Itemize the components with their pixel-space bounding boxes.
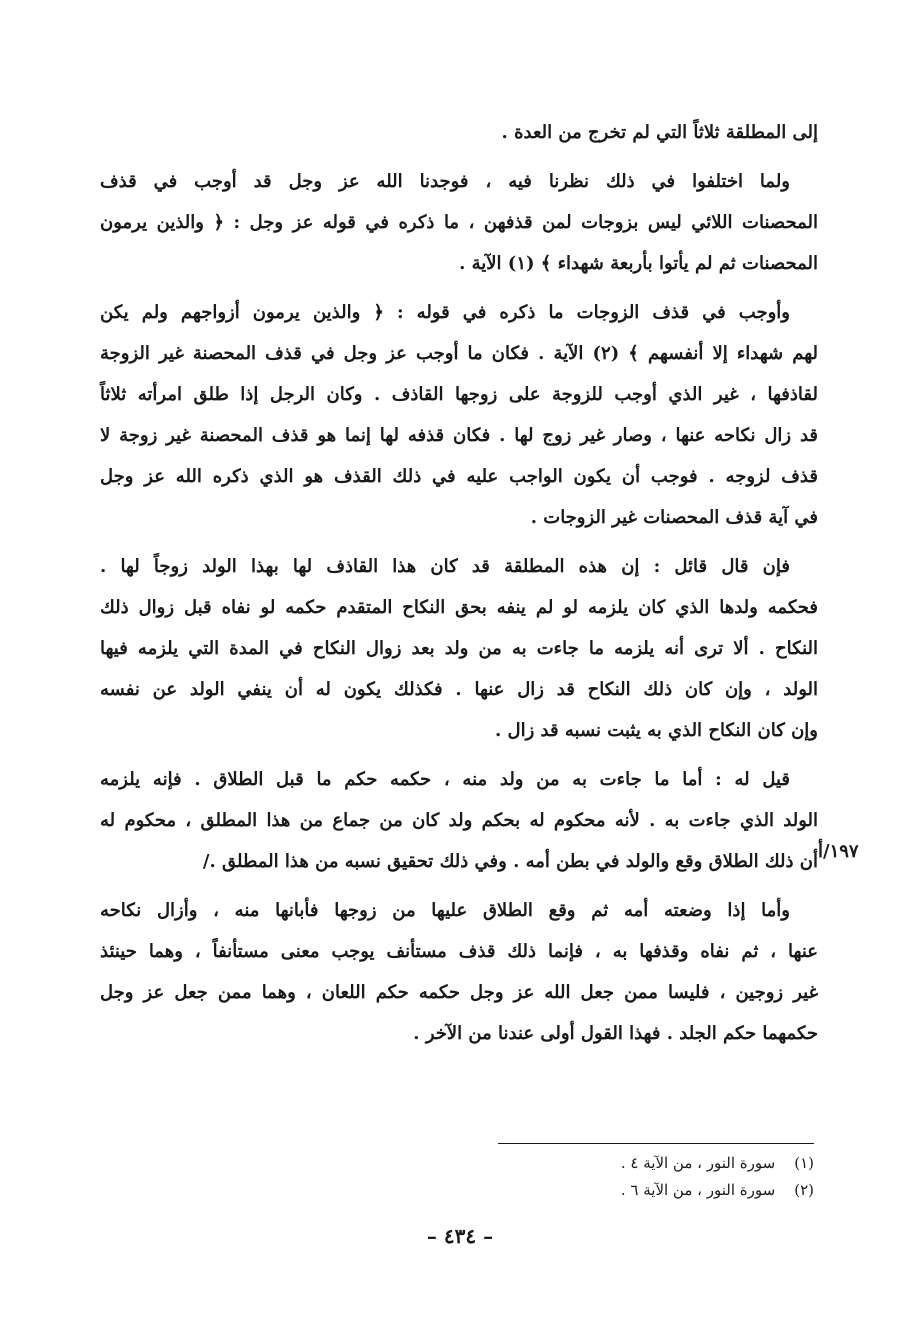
text-line: إلى المطلقة ثلاثاً التي لم تخرج من العدة . [501,122,818,143]
text-line: أن ذلك الطلاق وقع والولد في بطن أمه . وفي ذلك تحقيق نسبه من هذا المطلق ./ [202,851,818,872]
text-line: في آية قذف المحصنات غير الزوجات . [530,507,818,528]
text-line: المحصنات ثم لم يأتوا بأربعة شهداء ﴾ (١) الآية . [459,253,818,274]
page-number: – ٤٣٤ – [426,1224,494,1248]
paragraph-4 [100,546,818,751]
text-line: فحكمه ولدها الذي كان يلزمه لو لم ينفه بحق النكاح المتقدم حكمه لو نفاه قبل زوال ذلك [100,597,818,618]
text-line: قيل له : أما ما جاءت به من ولد منه ، حكمه حكم ما قبل الطلاق . فإنه يلزمه [100,769,790,790]
paragraph-6 [100,890,818,1054]
text-line: الولد ، وإن كان ذلك النكاح قد زال عنها . فكذلك يكون له أن ينفي الولد عن نفسه [100,679,818,700]
text-line: فإن قال قائل : إن هذه المطلقة قد كان هذا القاذف لها بهذا الولد زوجاً لها . [100,556,790,577]
text-line: لقاذفها ، غير الذي أوجب للزوجة على زوجها القاذف . وكان الرجل إذا طلق امرأته ثلاثاً [100,384,818,405]
text-line: وأما إذا وضعته أمه ثم وقع الطلاق عليها من زوجها فأبانها منه ، وأزال نكاحه [100,900,790,921]
footnote-text: سورة النور ، من الآية ٦ . [620,1181,776,1199]
text-line: وأوجب في قذف الزوجات ما ذكره في قوله : ﴿ والذين يرمون أزواجهم ولم يكن [100,302,790,323]
paragraph-5 [100,759,859,882]
text-line: عنها ، ثم نفاه وقذفها به ، فإنما ذلك قذف مستأنف يوجب معنى مستأنفاً ، وهما حينئذ [100,941,818,962]
manuscript-folio-marker: ١٩٧/أ [818,841,859,862]
text-line: لهم شهداء إلا أنفسهم ﴾ (٢) الآية . فكان ما أوجب عز وجل في قذف المحصنة غير الزوجة [100,343,818,364]
text-line: قذف لزوجه . فوجب أن يكون الواجب عليه في ذلك القذف هو الذي ذكره الله عز وجل [100,466,818,487]
footnote-divider [498,1143,814,1144]
text-line: حكمهما حكم الجلد . فهذا القول أولى عندنا من الآخر . [413,1023,818,1044]
footnote-number: (١) [794,1154,814,1172]
text-line: النكاح . ألا ترى أنه يلزمه ما جاءت به من ولد بعد زوال النكاح في المدة التي يلزمه فيها [100,638,818,659]
paragraph-1 [100,112,818,153]
paragraph-2 [100,161,818,284]
footnote-number: (٢) [794,1181,814,1199]
footnotes [498,1150,814,1204]
paragraph-3 [100,292,818,538]
footnote-text: سورة النور ، من الآية ٤ . [620,1154,776,1172]
text-line: المحصنات اللائي ليس بزوجات لمن قذفهن ، ما ذكره في قوله عز وجل : ﴿ والذين يرمون [100,212,818,233]
text-line: غير زوجين ، فليسا ممن جعل الله عز وجل حكمه حكم اللعان ، وهما ممن جعل عز وجل [100,982,818,1003]
text-line: الولد الذي جاءت به . لأنه محكوم له بحكم ولد كان من جماع من هذا المطلق ، محكوم له [100,810,818,831]
text-line: قد زال نكاحه عنها ، وصار غير زوج لها . فكان قذفه لها إنما هو قذف المحصنة غير زوجة لا [100,425,818,446]
footnote-2 [498,1177,814,1204]
footnote-1 [498,1150,814,1177]
text-line: ولما اختلفوا في ذلك نظرنا فيه ، فوجدنا الله عز وجل قد أوجب في قذف [100,171,790,192]
text-line: وإن كان النكاح الذي به يثبت نسبه قد زال . [494,720,818,741]
marked-line-wrapper [100,841,859,882]
main-text [100,112,859,1062]
